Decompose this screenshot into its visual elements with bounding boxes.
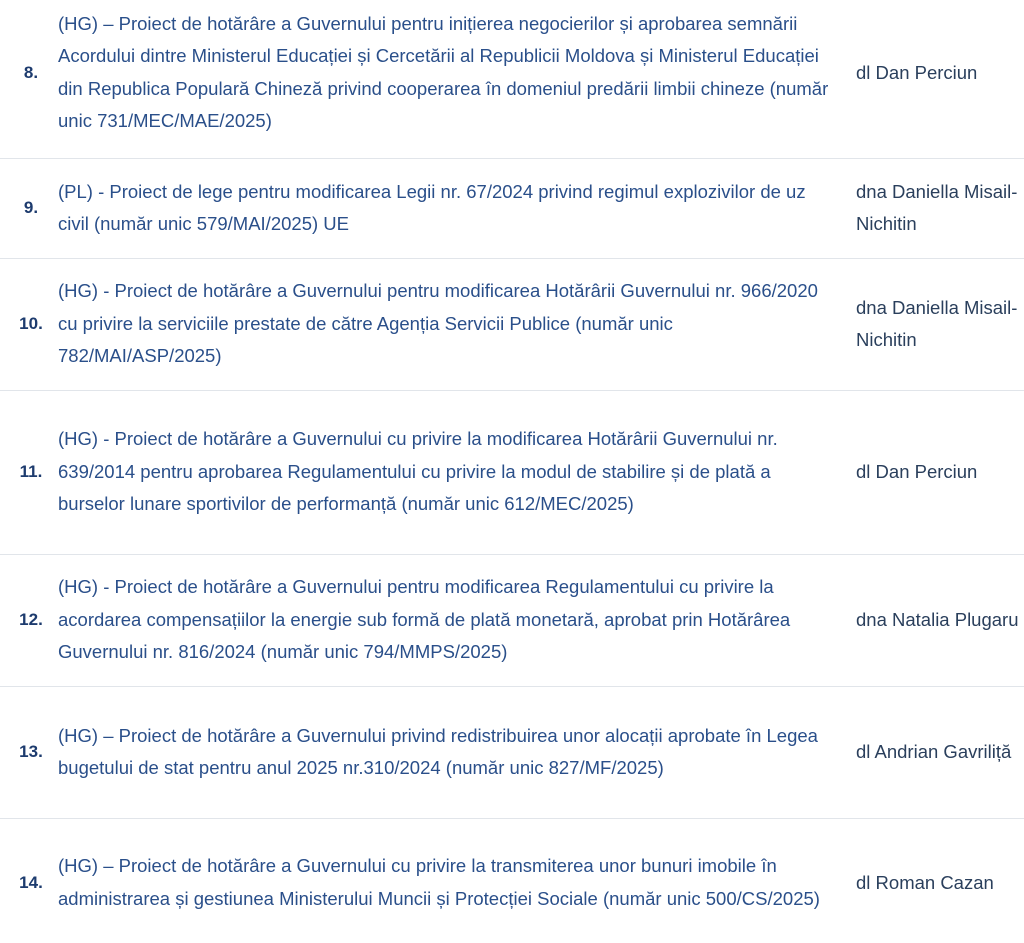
item-description: (HG) – Proiect de hotărâre a Guvernului cu privire la transmiterea unor bunuri imobile în administrarea și gestiunea Ministerului Muncii și Protecției Sociale (număr unic 500/CS/2025): [58, 855, 820, 909]
agenda-row: [0, 158, 1024, 258]
item-rapporteur: dna Daniella Misail-Nichitin: [856, 296, 1018, 350]
agenda-row: [0, 258, 1024, 390]
item-rapporteur: dl Andrian Gavriliță: [856, 740, 1012, 762]
item-rapporteur: dl Dan Perciun: [856, 460, 978, 482]
item-rapporteur: dl Roman Cazan: [856, 871, 994, 893]
item-number: 8.: [23, 62, 39, 82]
agenda-row: [0, 0, 1024, 158]
item-number: 13.: [19, 742, 43, 761]
item-description: (HG) – Proiect de hotărâre a Guvernului pentru inițierea negocierilor și aprobarea semnării Acordului dintre Ministerul Educației și Cercetării al Republicii Moldova și Ministerul Educației din Republica Populară Chineză privind cooperarea în domeniul predării limbii chineze (număr unic 731/MEC/MAE/2025): [58, 12, 829, 132]
item-number: 14.: [19, 872, 43, 892]
item-description: (HG) - Proiect de hotărâre a Guvernului pentru modificarea Hotărârii Guvernului nr. 966/2020 cu privire la serviciile prestate de către Agenția Servicii Publice (număr unic 782/MAI/ASP/2025): [58, 280, 818, 367]
item-rapporteur: dna Natalia Plugaru: [856, 608, 1019, 630]
item-description: (HG) – Proiect de hotărâre a Guvernului privind redistribuirea unor alocații aprobate în Legea bugetului de stat pentru anul 2025 nr.310/2024 (număr unic 827/MF/2025): [58, 724, 818, 778]
item-number: 9.: [23, 198, 39, 217]
agenda-row: [0, 686, 1024, 818]
agenda-row: [0, 818, 1024, 939]
agenda-row: [0, 390, 1024, 554]
item-description: (HG) - Proiect de hotărâre a Guvernului pentru modificarea Regulamentului cu privire la acordarea compensațiilor la energie sub formă de plată monetară, aprobat prin Hotărârea Guvernului nr. 816/2024 (număr unic 794/MMPS/2025): [58, 576, 791, 663]
item-number: 10.: [19, 314, 43, 333]
item-number: 11.: [19, 462, 43, 481]
item-number: 12.: [19, 610, 43, 629]
item-description: (PL) - Proiect de lege pentru modificarea Legii nr. 67/2024 privind regimul explozivilor de uz civil (număr unic 579/MAI/2025) UE: [58, 180, 806, 234]
item-description: (HG) - Proiect de hotărâre a Guvernului cu privire la modificarea Hotărârii Guvernului nr. 639/2014 pentru aprobarea Regulamentului cu privire la modul de stabilire și de plată a burselor lunare sportivilor de performanță (număr unic 612/MEC/2025): [58, 428, 778, 515]
agenda-row: [0, 554, 1024, 686]
item-rapporteur: dl Dan Perciun: [856, 61, 978, 83]
item-rapporteur: dna Daniella Misail-Nichitin: [856, 180, 1018, 234]
